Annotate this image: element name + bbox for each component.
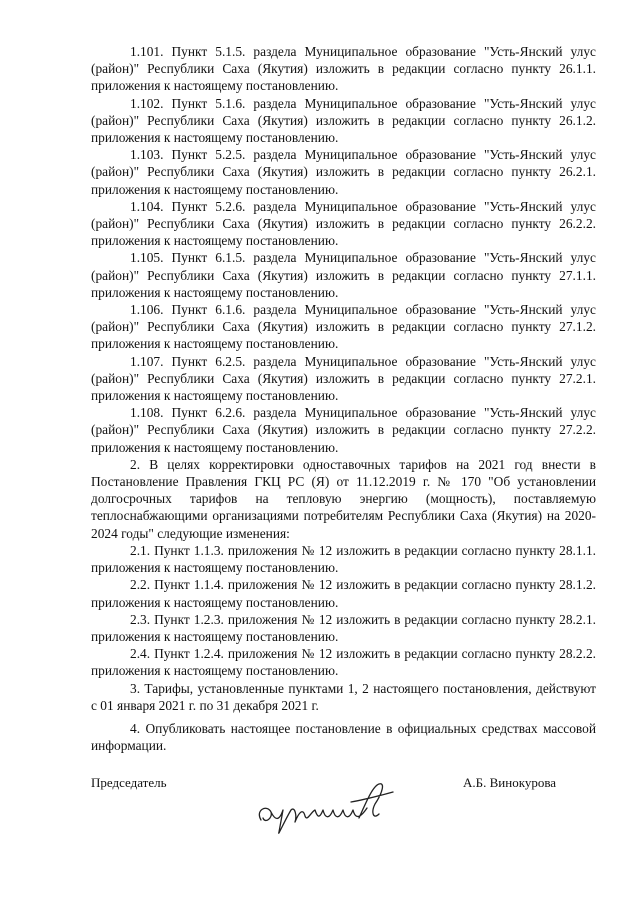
paragraph-1-103: 1.103. Пункт 5.2.5. раздела Муниципальное образование "Усть-Янский улус (район)" Республики Саха (Якутия) изложить в редакции согласно пункту 26.2.1. приложения к настоящему постановлению. [91, 147, 596, 197]
paragraph-1-102: 1.102. Пункт 5.1.6. раздела Муниципальное образование "Усть-Янский улус (район)" Республики Саха (Якутия) изложить в редакции согласно пункту 26.1.2. приложения к настоящему постановлению. [91, 95, 596, 146]
paragraph-1-101: 1.101. Пункт 5.1.5. раздела Муниципальное образование "Усть-Янский улус (район)" Республики Саха (Якутия) изложить в редакции согласно пункту 26.1.1. приложения к настоящему постановлению. [91, 44, 596, 94]
paragraph-2-4: 2.4. Пункт 1.2.4. приложения № 12 изложить в редакции согласно пункту 28.2.2. приложения к настоящему постановлению. [91, 646, 596, 679]
document-body [91, 43, 596, 754]
paragraph-3: 3. Тарифы, установленные пунктами 1, 2 настоящего постановления, действуют с 01 января 2021 г. по 31 декабря 2021 г. [91, 680, 596, 713]
signer-name: А.Б. Винокурова [463, 775, 557, 790]
paragraph-1-105: 1.105. Пункт 6.1.5. раздела Муниципальное образование "Усть-Янский улус (район)" Республики Саха (Якутия) изложить в редакции согласно пункту 27.1.1. приложения к настоящему постановлению. [91, 250, 596, 300]
paragraph-2-3: 2.3. Пункт 1.2.3. приложения № 12 изложить в редакции согласно пункту 28.2.1. приложения к настоящему постановлению. [91, 611, 596, 644]
paragraph-2-2: 2.2. Пункт 1.1.4. приложения № 12 изложить в редакции согласно пункту 28.1.2. приложения к настоящему постановлению. [91, 577, 596, 610]
signer-role: Председатель [91, 775, 167, 790]
paragraph-4: 4. Опубликовать настоящее постановление в официальных средствах массовой информации. [91, 720, 596, 754]
handwritten-signature [255, 780, 405, 845]
paragraph-2: 2. В целях корректировки одноставочных тарифов на 2021 год внести в Постановление Правления ГКЦ РС (Я) от 11.12.2019 г. № 170 "Об установлении долгосрочных тарифов на тепловую энергию (мощность), поставляемую теплоснабжающими организациями потребителям Республики Саха (Якутия) на 2020-2024 годы" следующие изменения: [91, 456, 596, 541]
paragraph-1-108: 1.108. Пункт 6.2.6. раздела Муниципальное образование "Усть-Янский улус (район)" Республики Саха (Якутия) изложить в редакции согласно пункту 27.2.2. приложения к настоящему постановлению. [91, 405, 596, 455]
paragraph-1-104: 1.104. Пункт 5.2.6. раздела Муниципальное образование "Усть-Янский улус (район)" Республики Саха (Якутия) изложить в редакции согласно пункту 26.2.2. приложения к настоящему постановлению. [91, 198, 596, 249]
paragraph-1-106: 1.106. Пункт 6.1.6. раздела Муниципальное образование "Усть-Янский улус (район)" Республики Саха (Якутия) изложить в редакции согласно пункту 27.1.2. приложения к настоящему постановлению. [91, 302, 596, 352]
paragraph-1-107: 1.107. Пункт 6.2.5. раздела Муниципальное образование "Усть-Янский улус (район)" Республики Саха (Якутия) изложить в редакции согласно пункту 27.2.1. приложения к настоящему постановлению. [91, 353, 596, 404]
paragraph-2-1: 2.1. Пункт 1.1.3. приложения № 12 изложить в редакции согласно пункту 28.1.1. приложения к настоящему постановлению. [91, 542, 596, 576]
